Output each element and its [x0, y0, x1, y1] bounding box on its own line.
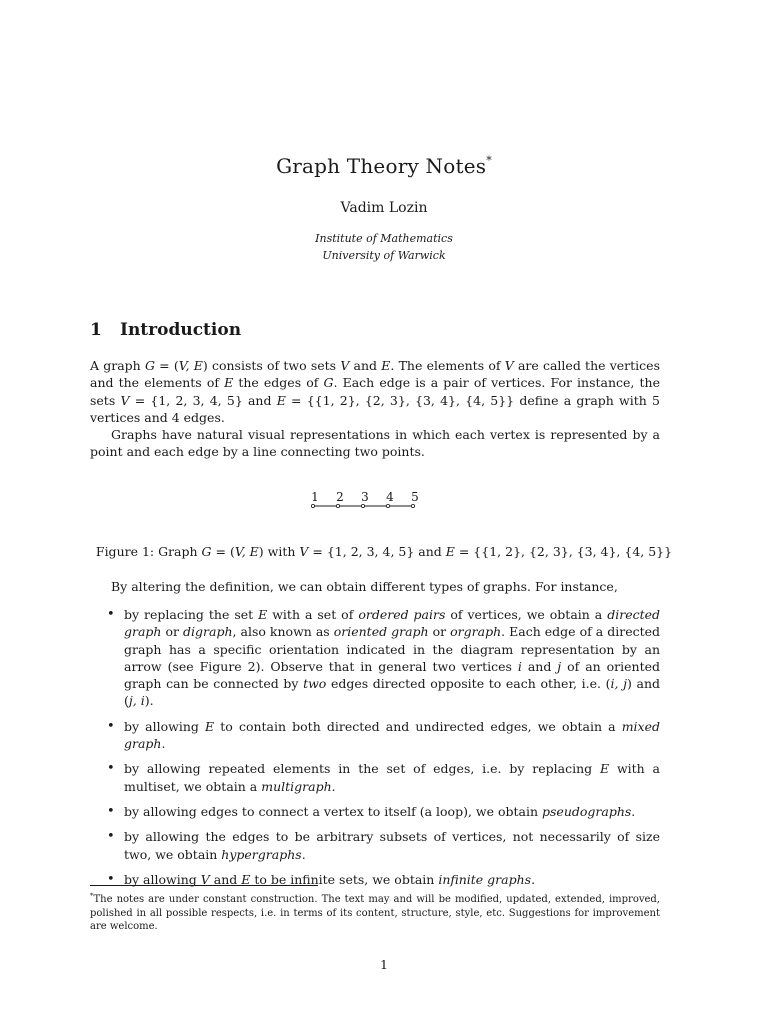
vertex-2 — [336, 504, 339, 507]
vertex-label-3: 3 — [361, 490, 369, 504]
vertex-5 — [411, 504, 414, 507]
vertex-label-2: 2 — [336, 490, 344, 504]
title-footnote-mark: * — [486, 154, 492, 167]
page-number: 1 — [380, 957, 388, 972]
list-item-directed-graph: • by replacing the set E with a set of ordered pairs of vertices, we obtain a directed graph or digraph, also known as oriented graph or orgraph. Each edge of a directed graph has a specific orientation indicated in the diagram representation by an arrow (see Figure 2). Observe that in general two vertices i and j of an oriented graph can be connected by two edges directed opposite to each other, i.e. (i, j) and (j, i). — [107, 607, 661, 709]
affiliation-line-2: University of Warwick — [322, 249, 446, 262]
footnote-rule — [90, 885, 318, 886]
intro-paragraph-1: A graph G = (V, E) consists of two sets V and E. The elements of V are called the vertices and the elements of E the edges of G. Each edge is a pair of vertices. For instance, the sets V = {1, 2, 3, 4, 5} and E = {{1, 2}, {2, 3}, {3, 4}, {4, 5}} define a graph with 5 vertices and 4 edges. — [90, 358, 660, 425]
footnote: *The notes are under constant construction. The text may and will be modified, updated, extended, improved, polished in all possible respects, i.e. in terms of its content, structure, style, etc. Suggestions for improvement are welcome. — [90, 892, 660, 932]
vertex-label-1: 1 — [311, 490, 319, 504]
vertex-label-5: 5 — [411, 490, 419, 504]
bullet-dot: • — [107, 607, 115, 622]
bullet-dot: • — [107, 829, 115, 845]
list-item-multigraph: • by allowing repeated elements in the set of edges, i.e. by replacing E with a multiset, we obtain a multigraph. — [107, 761, 661, 794]
author-name: Vadim Lozin — [340, 200, 428, 216]
bullet-dot: • — [107, 718, 115, 734]
section-number: 1 — [90, 320, 102, 340]
graph-types-list — [107, 606, 660, 896]
paper-title: Graph Theory Notes* — [276, 154, 492, 178]
list-item-infinite-graphs: • by allowing V and E to be infinite sets, we obtain infinite graphs. — [107, 871, 536, 887]
section-heading — [90, 320, 241, 340]
affiliation-line-1: Institute of Mathematics — [315, 232, 453, 245]
bullet-dot: • — [107, 761, 115, 777]
figure-1-caption: Figure 1: Graph G = (V, E) with V = {1, 2, 3, 4, 5} and E = {{1, 2}, {2, 3}, {3, 4}, {4, 5}} — [95, 544, 673, 559]
list-item-mixed-graph: • by allowing E to contain both directed and undirected edges, we obtain a mixed graph. — [107, 718, 660, 752]
footnote-mark: * — [90, 892, 94, 900]
intro-paragraph-2: Graphs have natural visual representations in which each vertex is represented by a point and each edge by a line connecting two points. — [90, 427, 660, 460]
list-item-hypergraphs: • by allowing the edges to be arbitrary subsets of vertices, not necessarily of size two, we obtain hypergraphs. — [107, 829, 660, 862]
vertex-1 — [311, 504, 314, 507]
vertex-3 — [361, 504, 364, 507]
intro-paragraph-3: By altering the definition, we can obtain different types of graphs. For instance, — [111, 579, 618, 594]
list-item-pseudographs: • by allowing edges to connect a vertex to itself (a loop), we obtain pseudographs. — [107, 803, 636, 819]
bullet-dot: • — [107, 871, 115, 887]
vertex-4 — [386, 504, 389, 507]
section-title: Introduction — [120, 320, 242, 340]
vertex-label-4: 4 — [386, 490, 394, 504]
bullet-dot: • — [107, 803, 115, 819]
graph-vertices — [311, 490, 419, 508]
figure-path-graph — [300, 486, 430, 516]
